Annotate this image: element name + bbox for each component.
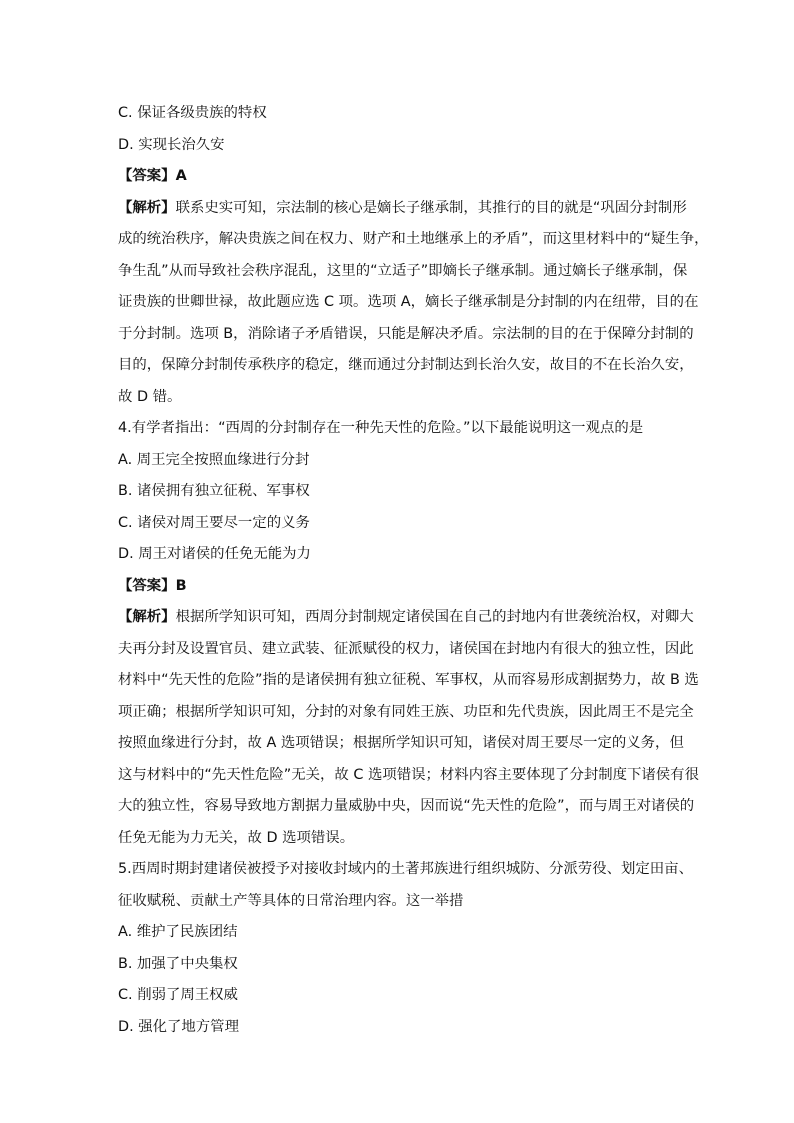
- q4-analysis-line: 项正确；根据所学知识可知，分封的对象有同姓王族、功臣和先代贵族，因此周王不是完全: [118, 703, 694, 720]
- q4-analysis-line: 大的独立性，容易导致地方割据力量威胁中央，因而说“先天性的危险”，而与周王对诸侯的: [118, 798, 695, 814]
- q5-stem-line: 征收赋税、贡献土产等具体的日常治理内容。这一举措: [118, 892, 464, 909]
- analysis-tag: 【解析】: [118, 609, 176, 625]
- q4-answer: [118, 571, 678, 603]
- analysis-text: 联系史实可知，宗法制的核心是嫡长子继承制，其推行的目的就是“巩固分封制形: [175, 199, 687, 216]
- q5-option-d: D. 强化了地方管理: [118, 1018, 239, 1035]
- q3-analysis-line: 目的，保障分封制传承秩序的稳定，继而通过分封制达到长治久安，故目的不在长治久安，: [118, 357, 694, 373]
- q4-option-c: C. 诸侯对周王要尽一定的义务: [118, 514, 310, 531]
- q3-analysis-line: [118, 193, 687, 225]
- q4-option-b: B. 诸侯拥有独立征税、军事权: [118, 483, 310, 499]
- analysis-text: 根据所学知识可知，西周分封制规定诸侯国在自己的封地内有世袭统治权，对卿大: [175, 609, 694, 625]
- q3-analysis-line: 于分封制。选项 B，消除诸子矛盾错误，只能是解决矛盾。宗法制的目的在于保障分封制的: [118, 325, 694, 342]
- q4-analysis-line: 这与材料中的“先天性危险”无关，故 C 选项错误；材料内容主要体现了分封制度下诸侯有很: [118, 766, 699, 783]
- analysis-tag: 【解析】: [118, 199, 176, 216]
- q5-option-c: C. 削弱了周王权威: [118, 987, 238, 1003]
- q3-option-d: D. 实现长治久安: [118, 136, 225, 153]
- answer-value: B: [175, 577, 187, 594]
- q3-analysis-line: 成的统治秩序，解决贵族之间在权力、财产和土地继承上的矛盾”，而这里材料中的“疑生争，: [118, 231, 709, 247]
- q5-option-a: A. 维护了民族团结: [118, 924, 238, 940]
- q4-option-d: D. 周王对诸侯的任免无能为力: [118, 546, 311, 562]
- document-body: [118, 98, 709, 1043]
- answer-tag: 【答案】: [118, 168, 176, 184]
- q4-stem: 4.有学者指出：“西周的分封制存在一种先天性的危险。”以下最能说明这一观点的是: [118, 420, 644, 436]
- answer-tag: 【答案】: [118, 577, 176, 594]
- q4-analysis-line: 按照血缘进行分封，故 A 选项错误；根据所学知识可知，诸侯对周王要尽一定的义务，但: [118, 735, 684, 751]
- q5-option-b: B. 加强了中央集权: [118, 955, 238, 972]
- q4-analysis-line: 任免无能为力无关，故 D 选项错误。: [118, 829, 355, 846]
- q3-option-c: C. 保证各级贵族的特权: [118, 105, 267, 121]
- q4-analysis-line: 材料中“先天性的危险”指的是诸侯拥有独立征税、军事权，从而容易形成割据势力，故 B 选: [118, 672, 699, 688]
- q3-analysis-line: 争生乱”从而导致社会秩序混乱，这里的“立适子”即嫡长子继承制。通过嫡长子继承制，保: [118, 262, 688, 279]
- q4-analysis-line: [118, 602, 694, 634]
- q3-analysis-line: 故 D 错。: [118, 388, 182, 405]
- q3-analysis-line: 证贵族的世卿世禄，故此题应选 C 项。选项 A，嫡长子继承制是分封制的内在纽带，目的在: [118, 294, 699, 310]
- answer-value: A: [175, 168, 187, 184]
- q4-option-a: A. 周王完全按照血缘进行分封: [118, 451, 310, 468]
- q3-answer: [118, 161, 678, 193]
- q5-stem-line: 5.西周时期封建诸侯被授予对接收封域内的土著邦族进行组织城防、分派劳役、划定田亩、: [118, 861, 693, 877]
- q4-analysis-line: 夫再分封及设置官员、建立武装、征派赋役的权力，诸侯国在封地内有很大的独立性，因此: [118, 640, 694, 657]
